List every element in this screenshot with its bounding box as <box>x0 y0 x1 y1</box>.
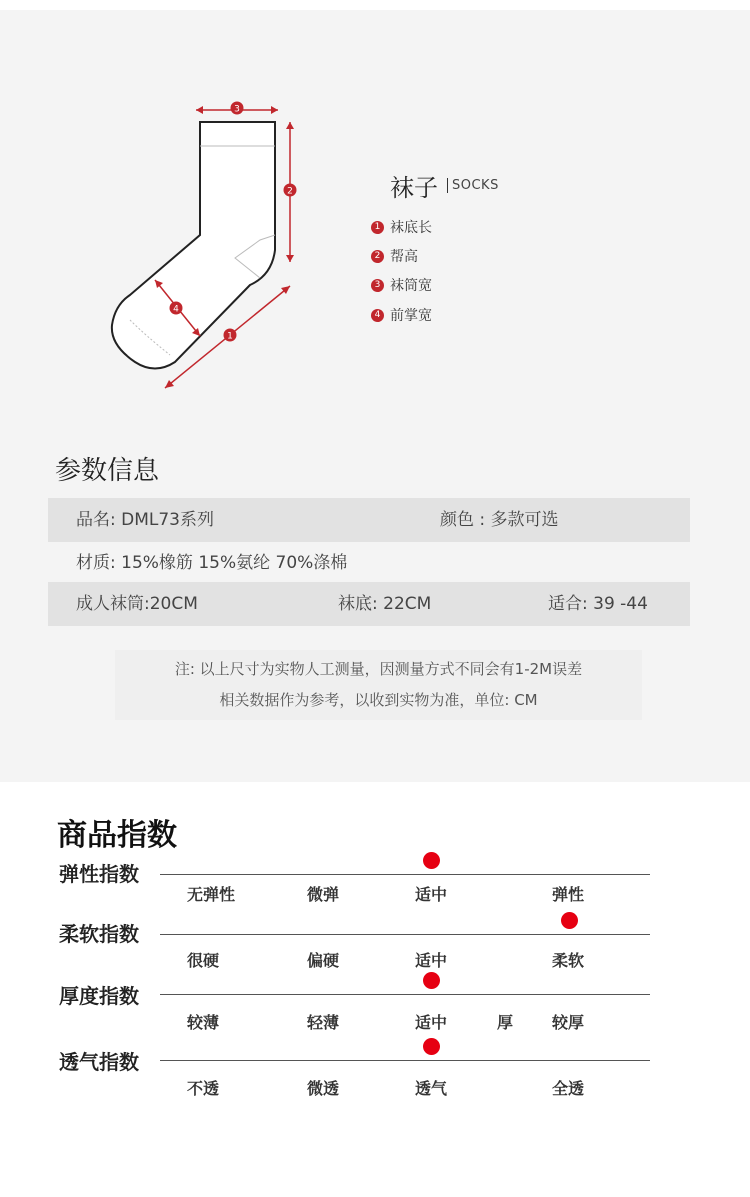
index-label: 厚度指数 <box>59 984 139 1008</box>
index-option: 全透 <box>552 1079 585 1098</box>
svg-text:1: 1 <box>227 331 233 342</box>
param-row-material <box>48 541 690 585</box>
legend-label: 前掌宽 <box>390 308 432 324</box>
index-option: 较厚 <box>552 1013 585 1032</box>
product-name: 品名: DML73系列 <box>76 510 214 530</box>
legend-item-height <box>371 246 418 266</box>
diagram-title: 袜子 <box>390 174 438 202</box>
index-scale-line <box>160 934 650 935</box>
legend-badge: 1 <box>371 221 384 234</box>
svg-text:4: 4 <box>173 304 179 315</box>
legend-label: 袜底长 <box>390 220 432 236</box>
index-option: 适中 <box>415 885 448 904</box>
index-option: 微透 <box>307 1079 340 1098</box>
index-option: 不透 <box>187 1079 220 1098</box>
index-option: 柔软 <box>552 951 585 970</box>
index-option: 较薄 <box>187 1013 220 1032</box>
tube-length: 成人袜筒:20CM <box>76 594 198 614</box>
index-option: 适中 <box>415 1013 448 1032</box>
legend-badge: 2 <box>371 250 384 263</box>
index-scale-line <box>160 874 650 875</box>
param-row-name <box>48 498 690 542</box>
index-level-dot <box>423 972 440 989</box>
index-option: 轻薄 <box>307 1013 340 1032</box>
index-scale-line <box>160 994 650 995</box>
fit-size: 适合: 39 -44 <box>548 594 648 614</box>
index-title: 商品指数 <box>57 818 177 853</box>
index-scale-line <box>160 1060 650 1061</box>
index-label: 透气指数 <box>59 1050 139 1074</box>
measurement-note <box>115 650 642 720</box>
sock-outline <box>112 122 275 369</box>
index-label: 柔软指数 <box>59 922 139 946</box>
legend-badge: 3 <box>371 279 384 292</box>
svg-text:2: 2 <box>287 186 293 197</box>
sock-diagram <box>100 90 320 400</box>
legend-label: 袜筒宽 <box>390 278 432 294</box>
legend-badge: 4 <box>371 309 384 322</box>
index-level-dot <box>561 912 578 929</box>
sole-length: 袜底: 22CM <box>338 594 432 614</box>
params-title: 参数信息 <box>55 456 160 486</box>
index-option: 很硬 <box>187 951 220 970</box>
index-option: 透气 <box>415 1079 448 1098</box>
index-option: 适中 <box>415 951 448 970</box>
diagram-subtitle: SOCKS <box>447 178 499 193</box>
note-line-1: 注: 以上尺寸为实物人工测量，因测量方式不同会有1-2M误差 <box>174 660 583 678</box>
index-option: 微弹 <box>307 885 340 904</box>
product-color: 颜色 : 多款可选 <box>440 510 559 530</box>
index-level-dot <box>423 852 440 869</box>
legend-label: 帮高 <box>390 249 418 265</box>
index-option: 偏硬 <box>307 951 340 970</box>
index-label: 弹性指数 <box>59 862 139 886</box>
svg-text:3: 3 <box>234 104 240 115</box>
index-level-dot <box>423 1038 440 1055</box>
index-option: 弹性 <box>552 885 585 904</box>
note-line-2: 相关数据作为参考，以收到实物为准，单位: CM <box>219 691 538 709</box>
legend-item-sole-length <box>371 217 432 237</box>
legend-item-forefoot-width <box>371 305 432 325</box>
index-option: 厚 <box>497 1013 514 1032</box>
legend-item-tube-width <box>371 275 432 295</box>
product-material: 材质: 15%橡筋 15%氨纶 70%涤棉 <box>76 553 348 573</box>
param-row-size <box>48 582 690 626</box>
index-option: 无弹性 <box>187 885 236 904</box>
